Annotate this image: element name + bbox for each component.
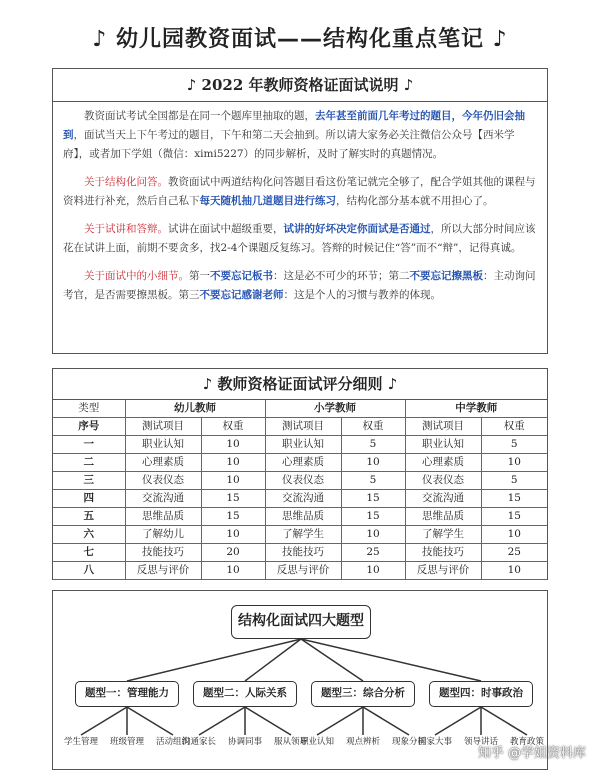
exam-notes-section	[52, 68, 548, 354]
item-header: 测试项目	[405, 418, 481, 436]
row-number: 七	[53, 544, 125, 562]
paragraph-segment: 关于面试中的小细节。	[84, 270, 189, 282]
paragraph-segment: 试讲的好坏决定你面试是否通过	[283, 223, 431, 235]
test-item-cell: 思维品质	[405, 508, 481, 526]
row-number: 八	[53, 562, 125, 580]
paragraph-segment: 不要忘记擦黑板	[409, 270, 483, 282]
row-number: 四	[53, 490, 125, 508]
weight-cell: 15	[481, 508, 547, 526]
seq-label: 序号	[53, 418, 125, 436]
weight-cell: 25	[341, 544, 405, 562]
weight-cell: 10	[341, 562, 405, 580]
test-item-cell: 反思与评价	[265, 562, 341, 580]
paragraph-segment: 关于结构化问答。	[84, 176, 168, 188]
scoring-table	[53, 400, 547, 580]
table-row	[53, 436, 547, 454]
table-row	[53, 526, 547, 544]
question-subtype: 领导讲话	[463, 737, 498, 747]
page-title: ♪ 幼儿园教资面试——结构化重点笔记 ♪	[92, 27, 508, 52]
paragraph-segment: 教资面试中两道结构化问答题目看这份笔记就完全够了，配合学姐其他的课程与资料进行补充，然后自己私下	[63, 176, 536, 207]
weight-cell: 10	[481, 562, 547, 580]
weight-header: 权重	[341, 418, 405, 436]
scoring-heading: ♪ 教师资格证面试评分细则 ♪	[53, 369, 547, 400]
weight-cell: 5	[481, 472, 547, 490]
test-item-cell: 思维品质	[125, 508, 201, 526]
weight-cell: 5	[481, 436, 547, 454]
group-secondary: 中学教师	[405, 400, 547, 418]
weight-cell: 10	[201, 454, 265, 472]
question-type-box: 题型三：综合分析	[311, 681, 415, 707]
paragraph-segment: 第一	[189, 270, 210, 282]
paragraph-segment: 不要忘记板书	[210, 270, 273, 282]
question-subtype: 观点辨析	[345, 737, 380, 747]
paragraph-question-bank	[63, 107, 537, 164]
question-type-box: 题型二：人际关系	[193, 681, 297, 707]
weight-cell: 15	[341, 508, 405, 526]
item-header: 测试项目	[125, 418, 201, 436]
weight-cell: 10	[341, 526, 405, 544]
paragraph-segment: ：这是个人的习惯与教养的体现。	[283, 289, 441, 301]
weight-cell: 10	[481, 526, 547, 544]
question-type-box: 题型一：管理能力	[75, 681, 179, 707]
question-subtype: 职业认知	[299, 737, 334, 747]
table-row	[53, 508, 547, 526]
weight-cell: 25	[481, 544, 547, 562]
table-header-row	[53, 400, 547, 418]
paragraph-segment: ：这是必不可少的环节；第二	[273, 270, 410, 282]
table-row	[53, 544, 547, 562]
exam-notes-body	[53, 102, 547, 305]
item-header: 测试项目	[265, 418, 341, 436]
weight-header: 权重	[201, 418, 265, 436]
diagram-root: 结构化面试四大题型	[231, 605, 371, 639]
test-item-cell: 交流沟通	[405, 490, 481, 508]
test-item-cell: 了解学生	[265, 526, 341, 544]
weight-cell: 15	[201, 490, 265, 508]
table-row	[53, 562, 547, 580]
test-item-cell: 仪表仪态	[125, 472, 201, 490]
weight-cell: 10	[201, 526, 265, 544]
paragraph-segment: ：主动询问考官，是否需要擦黑板。第三	[63, 270, 536, 301]
test-item-cell: 仪表仪态	[265, 472, 341, 490]
test-item-cell: 仪表仪态	[405, 472, 481, 490]
exam-notes-heading: ♪ 2022 年教师资格证面试说明 ♪	[53, 69, 547, 102]
row-number: 六	[53, 526, 125, 544]
test-item-cell: 职业认知	[125, 436, 201, 454]
test-item-cell: 思维品质	[265, 508, 341, 526]
scoring-section	[52, 368, 548, 580]
question-subtype: 活动组织	[155, 737, 190, 747]
question-subtype: 教育政策	[509, 737, 544, 747]
question-subtype: 沟通家长	[181, 737, 216, 747]
paragraph-segment: 每天随机抽几道题目进行练习	[199, 195, 336, 207]
question-subtype: 学生管理	[63, 737, 98, 747]
test-item-cell: 了解学生	[405, 526, 481, 544]
paragraph-details	[63, 267, 537, 305]
paragraph-segment: 不要忘记感谢老师	[199, 289, 284, 301]
table-subheader-row	[53, 418, 547, 436]
paragraph-structured-qa	[63, 173, 537, 211]
weight-cell: 10	[201, 472, 265, 490]
weight-cell: 10	[481, 454, 547, 472]
question-types-diagram	[52, 590, 548, 770]
paragraph-segment: 去年甚至前面几年考过的题目，今年仍旧会抽到	[63, 110, 525, 141]
test-item-cell: 技能技巧	[405, 544, 481, 562]
group-kindergarten: 幼儿教师	[125, 400, 265, 418]
weight-cell: 10	[201, 562, 265, 580]
row-number: 一	[53, 436, 125, 454]
test-item-cell: 反思与评价	[125, 562, 201, 580]
test-item-cell: 职业认知	[265, 436, 341, 454]
paragraph-segment: ，所以大部分时间应该花在试讲上面，前期不要贪多，找2-4个课题反复练习。答辩的时候记住“答”而不“辩”，记得真诚。	[63, 223, 536, 254]
row-number: 三	[53, 472, 125, 490]
test-item-cell: 职业认知	[405, 436, 481, 454]
weight-cell: 15	[481, 490, 547, 508]
paragraph-trial-lecture	[63, 220, 537, 258]
question-subtype: 服从领导	[273, 737, 308, 747]
table-row	[53, 490, 547, 508]
table-row	[53, 472, 547, 490]
weight-cell: 5	[341, 472, 405, 490]
weight-cell: 15	[201, 508, 265, 526]
weight-header: 权重	[481, 418, 547, 436]
weight-cell: 10	[341, 454, 405, 472]
paragraph-segment: 试讲在面试中超级重要，	[168, 223, 284, 235]
paragraph-segment: 关于试讲和答辩。	[84, 223, 168, 235]
weight-cell: 10	[201, 436, 265, 454]
question-subtype: 班级管理	[109, 737, 144, 747]
test-item-cell: 心理素质	[405, 454, 481, 472]
test-item-cell: 心理素质	[265, 454, 341, 472]
question-type-box: 题型四：时事政治	[429, 681, 533, 707]
test-item-cell: 交流沟通	[125, 490, 201, 508]
paragraph-segment: ，面试当天上下午考过的题目，下午和第二天会抽到。所以请大家务必关注微信公众号【西米学府】，或者加下学姐（微信：ximi5227）的同步解析，及时了解实时的真题情况。	[63, 129, 515, 160]
question-subtype: 国家大事	[417, 737, 452, 747]
test-item-cell: 技能技巧	[125, 544, 201, 562]
weight-cell: 5	[341, 436, 405, 454]
test-item-cell: 技能技巧	[265, 544, 341, 562]
watermark: 知乎 @学姐资料库	[477, 746, 586, 761]
test-item-cell: 心理素质	[125, 454, 201, 472]
weight-cell: 15	[341, 490, 405, 508]
paragraph-segment: ，结构化部分基本就不用担心了。	[336, 195, 494, 207]
test-item-cell: 了解幼儿	[125, 526, 201, 544]
test-item-cell: 交流沟通	[265, 490, 341, 508]
weight-cell: 20	[201, 544, 265, 562]
row-number: 二	[53, 454, 125, 472]
question-subtype: 现象分析	[391, 737, 426, 747]
group-primary: 小学教师	[265, 400, 405, 418]
paragraph-segment: 教资面试考试全国都是在同一个题库里抽取的题，	[84, 110, 315, 122]
question-subtype: 协调同事	[227, 737, 262, 747]
test-item-cell: 反思与评价	[405, 562, 481, 580]
row-number: 五	[53, 508, 125, 526]
type-label: 类型	[53, 400, 125, 418]
table-row	[53, 454, 547, 472]
